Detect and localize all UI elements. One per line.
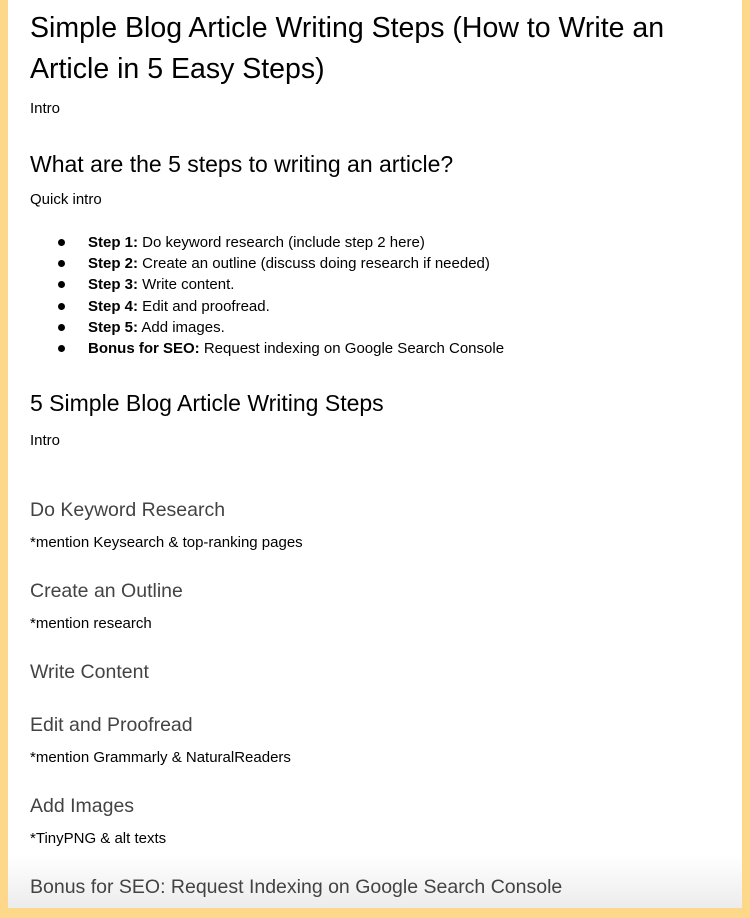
note-edit-proofread: *mention Grammarly & NaturalReaders [30,749,291,766]
steps-heading: What are the 5 steps to writing an article? [30,151,454,177]
document-page [8,0,742,908]
step-label: Step 3: [88,276,139,294]
steps-list [30,232,504,359]
bullet-icon [58,345,65,352]
note-create-outline: *mention research [30,615,152,632]
list-item [30,253,504,274]
step-label: Step 5: [88,318,139,336]
subheading-bonus-seo: Bonus for SEO: Request Indexing on Google Search Console [30,876,563,898]
note-keyword-research: *mention Keysearch & top-ranking pages [30,534,303,551]
steps-intro-text: Quick intro [30,191,102,208]
step-text: Write content. [138,276,235,294]
intro-text: Intro [30,100,61,117]
bullet-icon [58,281,65,288]
subheading-write-content: Write Content [30,661,149,683]
step-text: Edit and proofread. [138,297,270,315]
subheading-keyword-research: Do Keyword Research [30,499,226,521]
step-label: Step 4: [88,297,139,315]
list-item [30,296,504,317]
step-text: Do keyword research (include step 2 here) [138,234,425,251]
note-add-images: *TinyPNG & alt texts [30,830,167,847]
subheading-add-images: Add Images [30,795,135,817]
step-label: Step 1: [88,234,139,251]
bullet-icon [58,303,65,310]
step-label: Bonus for SEO: [88,340,200,358]
list-item [30,338,504,359]
bullet-icon [58,324,65,331]
subheading-edit-proofread: Edit and Proofread [30,714,193,736]
step-text: Add images. [138,318,225,336]
list-item [30,317,504,338]
step-text: Request indexing on Google Search Console [199,340,505,358]
article-title: Simple Blog Article Writing Steps (How to Write an Article in 5 Easy Steps) [30,12,665,85]
subheading-create-outline: Create an Outline [30,580,183,602]
simple-steps-heading: 5 Simple Blog Article Writing Steps [30,390,384,416]
bullet-icon [58,260,65,267]
step-text: Create an outline (discuss doing research if needed) [138,255,490,273]
bullet-icon [58,239,65,246]
list-item [30,274,504,295]
step-label: Step 2: [88,255,139,273]
list-item [30,232,504,253]
simple-steps-intro-text: Intro [30,432,61,449]
